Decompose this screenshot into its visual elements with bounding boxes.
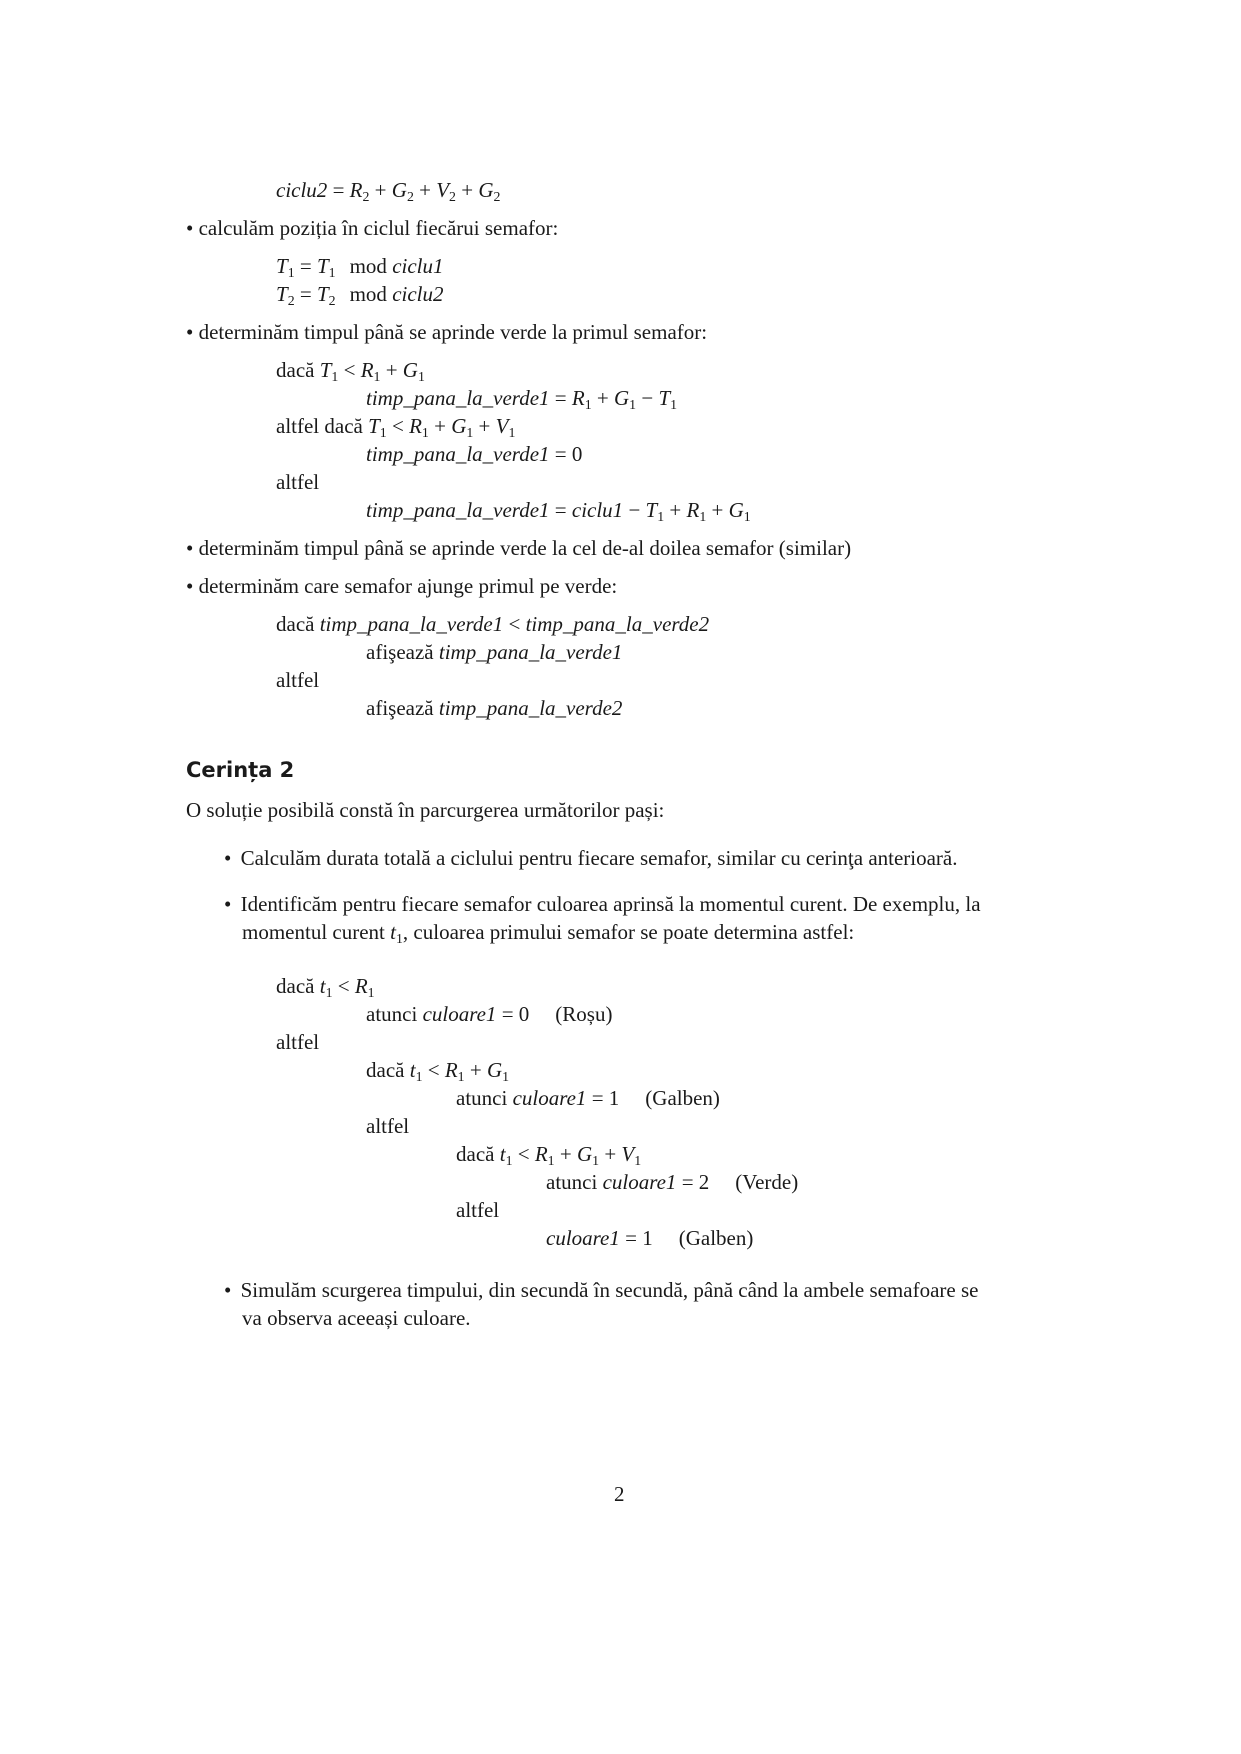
- algo2-altfel-2: altfel: [366, 1114, 410, 1138]
- section-title: Cerința 2: [186, 758, 295, 782]
- algo2-daca-3: dacă $t_1 < R_1 + G_1 + V_1$: [456, 1142, 642, 1168]
- formula-ciclu2: ciclu2 = $R_2 + G_2 + V_2 + G_2$: [276, 178, 501, 204]
- algo-timp1-a: timp_pana_la_verde1 = $R_1 + G_1 - T_1$: [366, 386, 678, 412]
- bullet-item-timp-doilea: • determinăm timpul până se aprinde verde la cel de-al doilea semafor (similar): [186, 536, 852, 560]
- algo2-atunci-verde: atunci culoare1 = 2 (Verde): [546, 1170, 799, 1194]
- algo2-atunci-galben: atunci culoare1 = 1 (Galben): [456, 1086, 720, 1110]
- bullet-item-timp-primul: • determinăm timpul până se aprinde verde la primul semafor:: [186, 320, 708, 344]
- algo-altfel-daca-1: altfel dacă $T_1 < R_1 + G_1 + V_1$: [276, 414, 516, 440]
- formula-t1-mod: $T_1 = T_1$ mod ciclu1: [276, 254, 444, 280]
- page-number: 2: [614, 1482, 625, 1506]
- algo-afiseaza-1: afişează timp_pana_la_verde1: [366, 640, 623, 664]
- list-item-durata: • Calculăm durata totală a ciclului pentru fiecare semafor, similar cu cerinţa anterioară.: [224, 846, 958, 870]
- algo2-daca-2: dacă $t_1 < R_1 + G_1$: [366, 1058, 510, 1084]
- algo-altfel-2: altfel: [276, 668, 320, 692]
- list-item-identificam: • Identificăm pentru fiecare semafor culoarea aprinsă la momentul curent. De exemplu, la: [224, 892, 981, 916]
- list-item-simulam-cont: va observa aceeași culoare.: [242, 1306, 471, 1330]
- algo-daca-2: dacă timp_pana_la_verde1 < timp_pana_la_verde2: [276, 612, 710, 636]
- algo-altfel-1: altfel: [276, 470, 320, 494]
- formula-t2-mod: $T_2 = T_2$ mod ciclu2: [276, 282, 444, 308]
- list-item-identificam-cont: momentul curent $t_1$, culoarea primului semafor se poate determina astfel:: [242, 920, 855, 946]
- algo2-altfel-3: altfel: [456, 1198, 500, 1222]
- algo2-galben-final: culoare1 = 1 (Galben): [546, 1226, 754, 1250]
- algo-daca-1: dacă $T_1 < R_1 + G_1$: [276, 358, 425, 384]
- algo-timp1-c: timp_pana_la_verde1 = ciclu1 − $T_1 + R_1 + G_1$: [366, 498, 751, 524]
- algo2-daca-1: dacă $t_1 < R_1$: [276, 974, 375, 1000]
- section-intro: O soluție posibilă constă în parcurgerea următorilor pași:: [186, 798, 665, 822]
- algo-afiseaza-2: afişează timp_pana_la_verde2: [366, 696, 623, 720]
- list-item-simulam: • Simulăm scurgerea timpului, din secundă în secundă, până când la ambele semafoare se: [224, 1278, 979, 1302]
- bullet-item-pozitia: • calculăm poziția în ciclul fiecărui semafor:: [186, 216, 559, 240]
- algo2-altfel-1: altfel: [276, 1030, 320, 1054]
- bullet-item-care-semafor: • determinăm care semafor ajunge primul pe verde:: [186, 574, 618, 598]
- algo-timp1-b: timp_pana_la_verde1 = 0: [366, 442, 583, 466]
- algo2-atunci-rosu: atunci culoare1 = 0 (Roșu): [366, 1002, 613, 1026]
